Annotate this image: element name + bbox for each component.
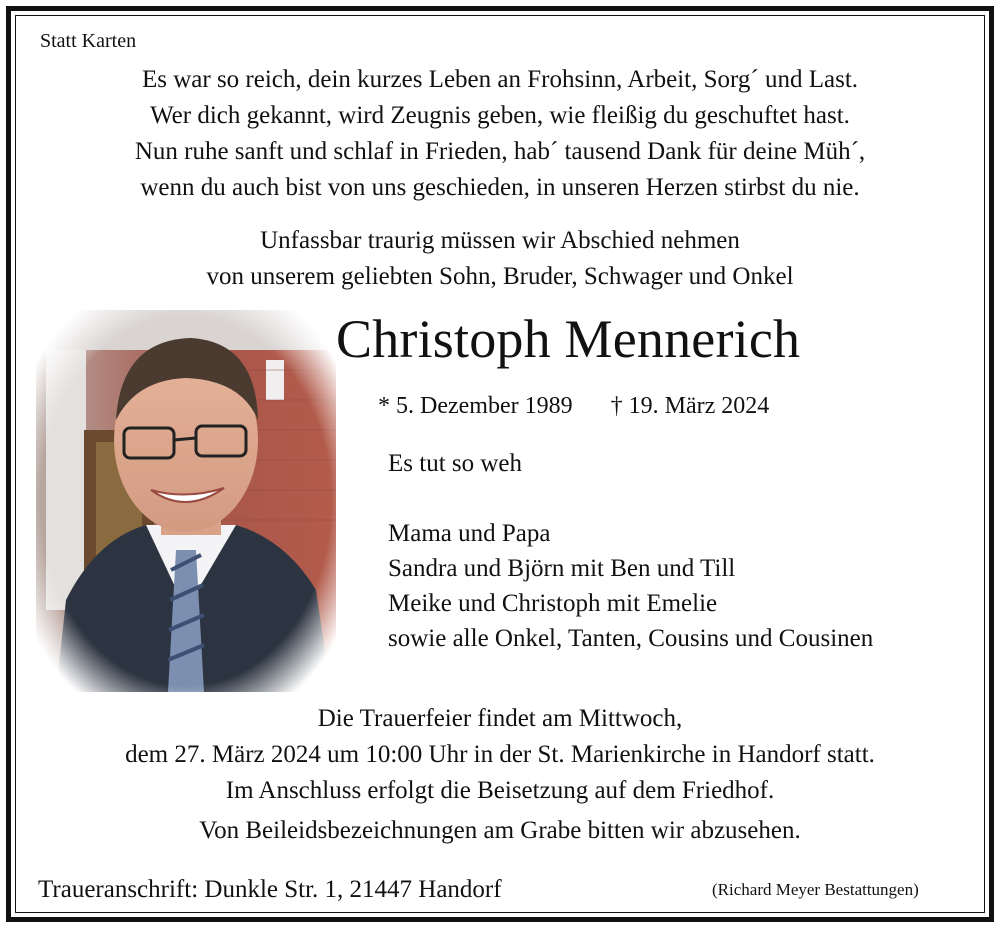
poem-line: Es war so reich, dein kurzes Leben an Frohsinn, Arbeit, Sorg´ und Last. <box>141 66 859 93</box>
intro-line: Unfassbar traurig müssen wir Abschied nehmen <box>260 227 740 254</box>
death-date: † 19. März 2024 <box>610 393 770 419</box>
ceremony-line: Die Trauerfeier findet am Mittwoch, <box>317 705 683 732</box>
ceremony-line: dem 27. März 2024 um 10:00 Uhr in der St. Marienkirche in Handorf statt. <box>125 741 875 768</box>
life-dates <box>378 393 769 420</box>
poem <box>0 62 1000 206</box>
portrait-photo <box>36 310 336 692</box>
mourner-entry: Meike und Christoph mit Emelie <box>388 590 718 617</box>
deceased-name: Christoph Mennerich <box>336 309 801 369</box>
funeral-home: (Richard Meyer Bestattungen) <box>712 880 919 899</box>
mourners-list <box>388 516 873 656</box>
mourner-entry: Sandra und Björn mit Ben und Till <box>388 555 736 582</box>
mourner-entry: Mama und Papa <box>388 520 551 547</box>
poem-line: Nun ruhe sanft und schlaf in Frieden, hab´ tausend Dank für deine Müh´, <box>134 138 866 165</box>
poem-line: Wer dich gekannt, wird Zeugnis geben, wie fleißig du geschuftet hast. <box>150 102 850 129</box>
birth-date: * 5. Dezember 1989 <box>378 393 573 419</box>
ceremony-info <box>0 701 1000 809</box>
statt-karten-label: Statt Karten <box>40 30 137 52</box>
condolence-request: Von Beileidsbezeichnungen am Grabe bitten wir abzusehen. <box>199 817 801 844</box>
intro-line: von unserem geliebten Sohn, Bruder, Schwager und Onkel <box>206 263 794 290</box>
mourning-address: Traueranschrift: Dunkle Str. 1, 21447 Handorf <box>38 876 502 903</box>
condolence-line: Es tut so weh <box>388 450 523 477</box>
mourner-entry: sowie alle Onkel, Tanten, Cousins und Cousinen <box>388 625 874 652</box>
ceremony-line: Im Anschluss erfolgt die Beisetzung auf dem Friedhof. <box>225 777 775 804</box>
intro-text <box>0 223 1000 295</box>
poem-line: wenn du auch bist von uns geschieden, in unseren Herzen stirbst du nie. <box>140 174 860 201</box>
